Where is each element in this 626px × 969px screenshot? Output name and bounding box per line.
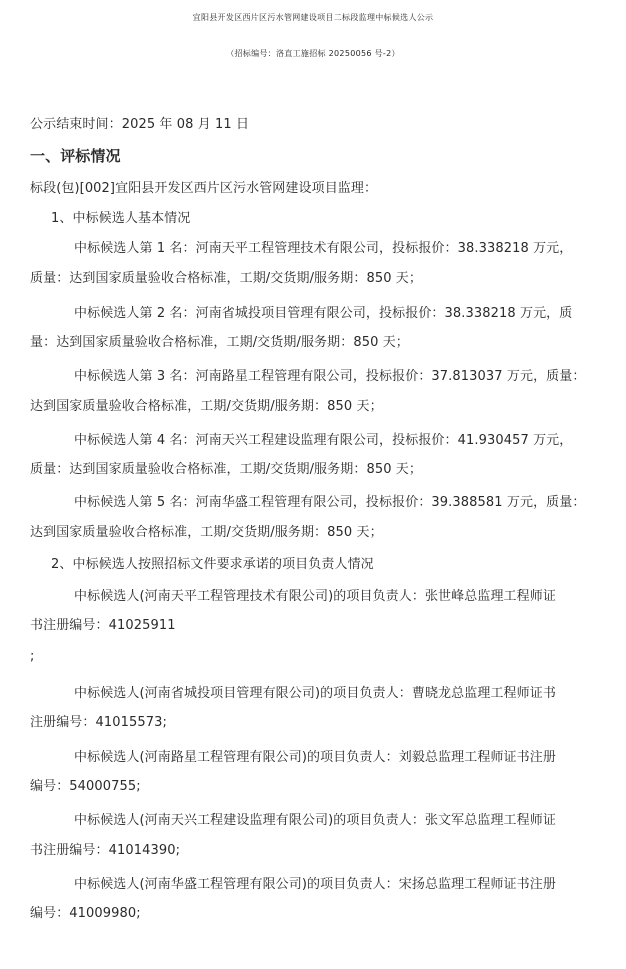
candidate-3-line2: 达到国家质量验收合格标准，工期/交货期/服务期：850 天；	[30, 399, 383, 414]
candidate-5-line1: 中标候选人第 5 名：河南华盛工程管理有限公司，投标报价：39.388581 万元，质量：	[74, 495, 586, 510]
section-heading-evaluation: 一、评标情况	[30, 147, 121, 165]
notice-end-date: 公示结束时间：2025 年 08 月 11 日	[30, 117, 250, 132]
manager-3-line2: 编号：54000755;	[30, 779, 141, 794]
manager-5-line1: 中标候选人(河南华盛工程管理有限公司)的项目负责人：宋扬总监理工程师证书注册	[74, 877, 556, 892]
manager-4-line1: 中标候选人(河南天兴工程建设监理有限公司)的项目负责人：张文军总监理工程师证	[74, 813, 556, 828]
manager-1-line1: 中标候选人(河南天平工程管理技术有限公司)的项目负责人：张世峰总监理工程师证	[74, 589, 556, 604]
candidate-4-line2: 质量：达到国家质量验收合格标准，工期/交货期/服务期：850 天；	[30, 462, 423, 477]
candidate-2-line2: 量：达到国家质量验收合格标准，工期/交货期/服务期：850 天；	[30, 335, 409, 350]
candidate-4-line1: 中标候选人第 4 名：河南天兴工程建设监理有限公司，投标报价：41.930457 万元，	[74, 433, 573, 448]
manager-1-line3: ;	[30, 649, 35, 664]
candidate-5-line2: 达到国家质量验收合格标准，工期/交货期/服务期：850 天；	[30, 525, 383, 540]
manager-5-line2: 编号：41009980;	[30, 906, 141, 921]
manager-4-line2: 书注册编号：41014390;	[30, 843, 181, 858]
candidate-1-line2: 质量：达到国家质量验收合格标准，工期/交货期/服务期：850 天；	[30, 271, 423, 286]
manager-3-line1: 中标候选人(河南路星工程管理有限公司)的项目负责人：刘毅总监理工程师证书注册	[74, 750, 556, 765]
candidate-3-line1: 中标候选人第 3 名：河南路星工程管理有限公司，投标报价：37.813037 万元，质量：	[74, 369, 586, 384]
manager-2-line1: 中标候选人(河南省城投项目管理有限公司)的项目负责人：曹晓龙总监理工程师证书	[74, 686, 556, 701]
subheading-candidates-basic: 1、中标候选人基本情况	[51, 211, 191, 226]
candidate-2-line1: 中标候选人第 2 名：河南省城投项目管理有限公司，投标报价：38.338218 万元，质	[74, 306, 573, 321]
candidate-1-line1: 中标候选人第 1 名：河南天平工程管理技术有限公司，投标报价：38.338218 万元，	[74, 241, 573, 256]
manager-2-line2: 注册编号：41015573;	[30, 715, 167, 730]
subheading-project-managers: 2、中标候选人按照招标文件要求承诺的项目负责人情况	[51, 557, 374, 572]
document-title: 宜阳县开发区西片区污水管网建设项目二标段监理中标候选人公示	[192, 13, 434, 22]
lot-description: 标段(包)[002]宜阳县开发区西片区污水管网建设项目监理：	[30, 181, 378, 196]
tender-number: （招标编号：洛直工施招标 20250056 号-2）	[226, 49, 400, 58]
manager-1-line2: 书注册编号：41025911	[30, 618, 176, 633]
